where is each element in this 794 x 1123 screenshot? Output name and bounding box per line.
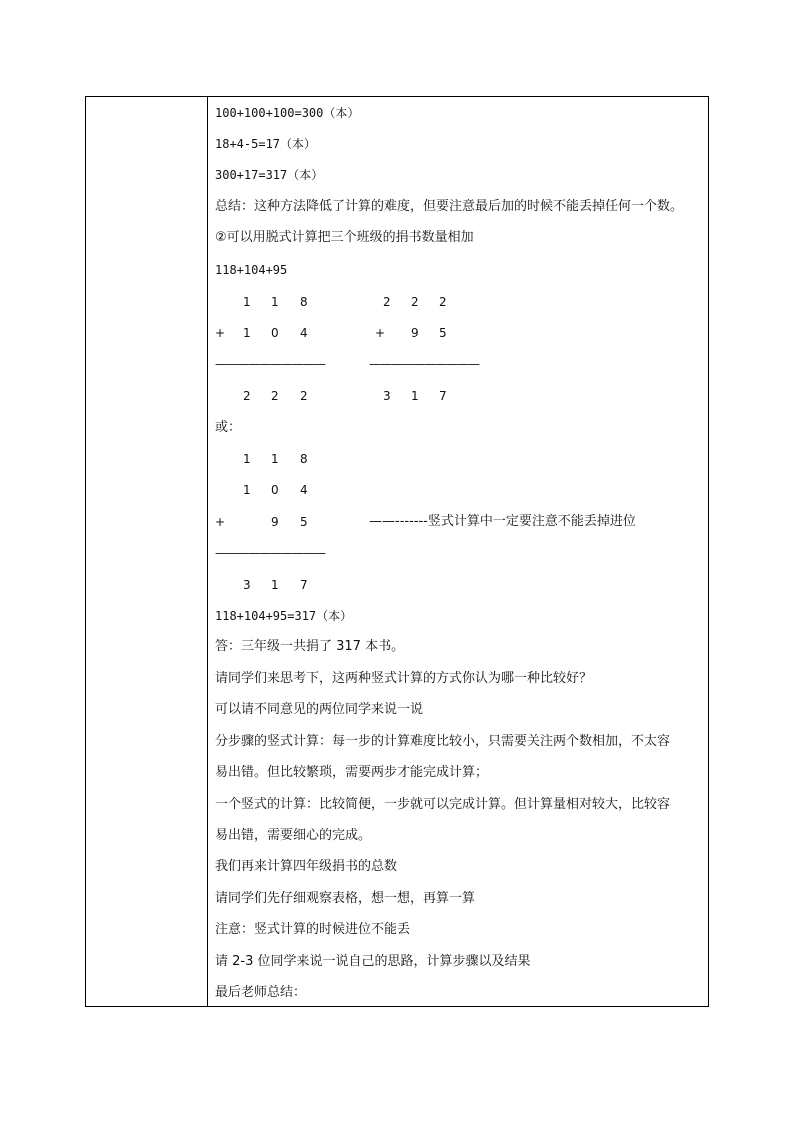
text-line: 或：: [215, 420, 242, 435]
digit: 4: [300, 483, 308, 497]
answer-line: 答：三年级一共捐了 317 本书。: [215, 639, 405, 654]
calc-rule: ——————————: [215, 357, 325, 371]
digit: 2: [411, 295, 419, 309]
digit: 5: [300, 515, 308, 529]
digit: 7: [439, 389, 447, 403]
text-line: 一个竖式的计算：比较简便，一步就可以完成计算。但计算量相对较大，比较容: [215, 797, 671, 812]
digit: 7: [300, 578, 308, 592]
digit: 1: [271, 578, 279, 592]
text-line: ②可以用脱式计算把三个班级的捐书数量相加: [215, 230, 474, 245]
calc-rule: ——————————: [215, 546, 325, 560]
plus-sign: +: [215, 326, 226, 340]
summary-line: 总结：这种方法降低了计算的难度，但要注意最后加的时候不能丢掉任何一个数。: [215, 199, 684, 214]
digit: 3: [383, 389, 391, 403]
digit: 2: [383, 295, 391, 309]
text-line: 100+100+100=300（本）: [215, 106, 360, 120]
text-line: 我们再来计算四年级捐书的总数: [215, 859, 398, 874]
digit: 2: [300, 389, 308, 403]
text-line: 可以请不同意见的两位同学来说一说: [215, 702, 424, 717]
digit: 2: [439, 295, 447, 309]
text-line: 最后老师总结：: [215, 985, 307, 1000]
digit: 1: [243, 452, 251, 466]
expression-line: 118+104+95=317（本）: [215, 609, 353, 623]
carry-note: ——-------竖式计算中一定要注意不能丢掉进位: [369, 514, 636, 529]
digit: 1: [271, 452, 279, 466]
digit: 9: [411, 326, 419, 340]
digit: 9: [271, 515, 279, 529]
digit: 5: [439, 326, 447, 340]
expression-line: 118+104+95: [215, 263, 288, 277]
digit: 2: [243, 389, 251, 403]
digit: 1: [411, 389, 419, 403]
text-line: 18+4-5=17（本）: [215, 137, 317, 151]
text-line: 注意：竖式计算的时候进位不能丢: [215, 922, 411, 937]
column-divider: [207, 97, 208, 1006]
digit: 4: [300, 326, 308, 340]
text-line: 请同学们先仔细观察表格，想一想，再算一算: [215, 891, 476, 906]
digit: 1: [271, 295, 279, 309]
digit: 1: [243, 483, 251, 497]
digit: 1: [243, 295, 251, 309]
plus-sign: +: [215, 515, 226, 529]
text-line: 请同学们来思考下，这两种竖式计算的方式你认为哪一种比较好？: [215, 671, 593, 686]
digit: 0: [271, 326, 279, 340]
calc-rule: ——————————: [369, 357, 479, 371]
digit: 8: [300, 295, 308, 309]
text-line: 易出错。但比较繁琐，需要两步才能完成计算；: [215, 765, 489, 780]
plus-sign: +: [375, 326, 386, 340]
digit: 2: [271, 389, 279, 403]
text-line: 请 2-3 位同学来说一说自己的思路，计算步骤以及结果: [215, 954, 531, 969]
text-line: 易出错，需要细心的完成。: [215, 828, 372, 843]
digit: 1: [243, 326, 251, 340]
digit: 8: [300, 452, 308, 466]
digit: 0: [271, 483, 279, 497]
digit: 3: [243, 578, 251, 592]
text-line: 分步骤的竖式计算：每一步的计算难度比较小，只需要关注两个数相加，不太容: [215, 734, 671, 749]
text-line: 300+17=317（本）: [215, 168, 324, 182]
